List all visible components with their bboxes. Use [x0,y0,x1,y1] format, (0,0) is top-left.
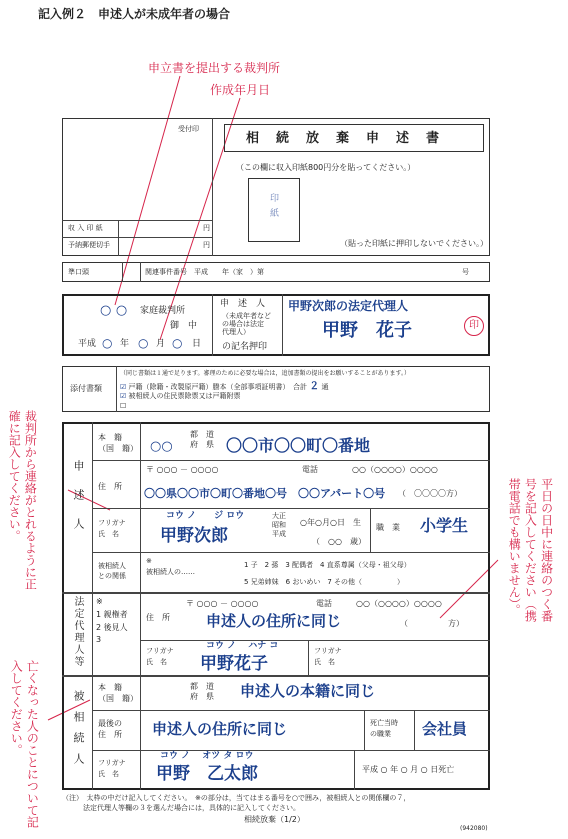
guardian-room: （ 方） [400,619,464,628]
page-heading: 記入例２ 申述人が未成年者の場合 [38,7,231,21]
hand-guardian-furigana: コウ ノ ハナ コ [206,641,279,651]
applicant-job-label: 職 業 [376,523,400,532]
deceased-todofuken: 都 道 府 県 [190,682,214,702]
guardian-options: ※ 1 親権者 2 後見人 3 [96,597,128,645]
note-contact-left: 裁判所から連絡がとれるように正確に記入してください。 [7,410,38,590]
hand-sign-name: 甲野 花子 [322,320,412,341]
applicant-honseki-label: 本 籍 （国 籍） [98,433,138,454]
gochu: 御 中 [170,321,198,331]
hand-applicant-furigana: コウ ノ ジ ロウ [166,511,245,521]
applicant-rel-note: ※ 被相続人の…… [146,557,195,576]
applicant-rel-options-2: 5 兄弟姉妹 6 おいめい 7 その他（ ） [244,578,405,586]
sign-label: の記名押印 [222,342,268,352]
attachment-juminhyo: ☑ 被相続人の住民票除票又は戸籍附票 [120,392,241,400]
applicant-postal: 〒 ○○○ － ○○○○ [146,465,219,474]
attachments-note: （同じ書類は１通で足ります。審理のために必要な場合は，追加書類の提出をお願いすることがあります。） [120,370,411,377]
applicant-todofuken: 都 道 府 県 [190,430,214,450]
section-applicant: 申述人 [72,460,85,547]
note-contact-right: 平日の日中に連絡のつく番号を記入してください（携帯電話でも構いません）。 [507,478,554,622]
deceased-job-label: 死亡当時 の職業 [370,719,398,738]
hand-applicant-pref: ○○ [150,439,173,454]
applicant-name-label: フリガナ 氏 名 [98,519,126,538]
note-date: 作成年月日 [210,83,271,97]
hand-applicant-honseki: 〇〇市〇〇町〇番地 [226,436,371,455]
revenue-stamp-label: 収 入 印 紙 [68,224,103,232]
hand-applicant-job: 小学生 [420,516,469,535]
footer-page: 相続放棄（1/2） [244,815,305,824]
hand-date: ○ [102,336,113,350]
date-nen: 年 [120,339,130,349]
footer-code: (942080) [460,825,488,832]
deceased-name-label: フリガナ 氏 名 [98,759,126,778]
applicant-rel-options-1: 1 子 2 孫 3 配偶者 4 直系尊属（父母・祖父母） [244,561,411,569]
applicant-tel: ○○（○○○○）○○○○ [352,465,438,474]
date-tsuki: 月 [156,339,166,349]
hand-applicant-name: 甲野次郎 [160,526,228,546]
deceased-honseki-label: 本 籍 （国 籍） [98,683,138,704]
footer-note: （注） 太枠の中だけ記入してください。 ※の部分は，当てはまる番号を○で囲み，被相続人との関係欄の７， 法定代理人等欄の３を選んだ場合には，具体的に記入してください。 [62,794,411,812]
seal-mark: 印 [464,316,484,336]
note-court: 申立書を提出する裁判所 [148,61,281,75]
deceased-death-date: 平成 ○ 年 ○ 月 ○ 日死亡 [362,765,455,774]
hand-guardian-address: 申述人の住所に同じ [206,612,342,630]
guardian-name-label: フリガナ 氏 名 [146,647,174,666]
postage-label: 予納郵便切手 [68,241,110,249]
attachment-koseki: ☑ 戸籍（除籍・改製原戸籍）謄本（全部事項証明書） 合計 ２ 通 [120,381,329,392]
stamp-instruction: （この欄に収入印紙800円分を貼ってください。） [236,163,416,172]
section-deceased: 被相続人 [72,690,85,774]
hand-guardian-title: 甲野次郎の法定代理人 [288,299,409,313]
deceased-address-label: 最後の 住 所 [98,719,122,740]
attachments-label: 添付書類 [70,384,102,393]
applicant-room: （ 〇〇〇〇方） [398,489,462,498]
applicant-label: 申 述 人 [220,299,266,309]
minor-note: （未成年者など の場合は法定 代理人） [222,312,271,337]
reception-stamp-label: 受付印 [178,125,199,133]
section-guardian: 法定代理人等 [72,596,83,668]
applicant-address-label: 住 所 [98,482,122,491]
note-deceased: 亡くなった人のことについて記入してください。 [9,660,40,828]
form-title: 相 続 放 棄 申 述 書 [246,131,442,146]
applicant-birth: ○年○月○日 生 [300,518,361,527]
hand-month: ○ [138,336,149,350]
applicant-tel-label: 電話 [302,465,318,474]
date-hi: 日 [192,339,202,349]
related-case-label: 関連事件番号 平成 年（家 ）第 [145,268,264,276]
applicant-rel-label: 被相続人 との関係 [98,562,126,580]
hand-court-name: ○ ○ [100,303,128,318]
hand-guardian-name: 甲野花子 [200,654,268,674]
hand-applicant-address: 〇〇県〇〇市〇町〇番地〇号 〇〇アパート〇号 [144,487,386,500]
date-era: 平成 [78,339,97,349]
revenue-yen: 円 [203,224,210,232]
revenue-stamp-text: 印紙 [268,193,278,223]
applicant-era: 大正 昭和 平成 [272,512,286,539]
hand-deceased-name: 甲野 乙太郎 [156,764,258,784]
hand-day: ○ [172,336,183,350]
hand-deceased-honseki: 申述人の本籍に同じ [240,682,376,700]
hand-deceased-furigana: コウ ノ オツ タ ロウ [160,751,254,761]
court-suffix: 家庭裁判所 [140,306,186,316]
case-go: 号 [462,268,469,276]
guardian-address-label: 住 所 [146,613,170,622]
hand-deceased-address: 申述人の住所に同じ [152,720,288,738]
attachment-blank: ☐ [120,402,127,410]
postage-yen: 円 [203,241,210,249]
guardian-tel: ○○（○○○○）○○○○ [356,599,442,608]
case-number-row [62,262,490,282]
guardian-name-label-2: フリガナ 氏 名 [314,647,342,666]
applicant-age: （ ○○ 歳） [312,537,366,546]
stamp-after-note: （貼った印紙に押印しないでください。） [340,239,488,248]
guardian-postal: 〒 ○○○ － ○○○○ [186,599,259,608]
hand-deceased-job: 会社員 [422,720,468,738]
guardian-tel-label: 電話 [316,599,332,608]
kuchi-label: 準口頭 [68,268,89,276]
